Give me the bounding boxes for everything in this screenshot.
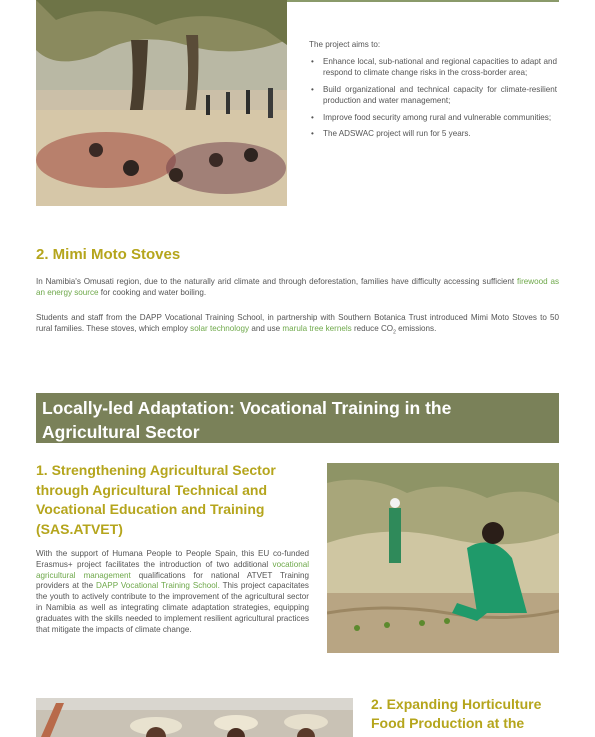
- solar-technology-link[interactable]: solar technology: [190, 323, 250, 333]
- bullet-icon: •: [311, 56, 314, 66]
- vocational-management-link[interactable]: vocational agricultural management: [36, 559, 309, 580]
- student-planting-photo: [327, 463, 559, 653]
- project-aims-intro: The project aims to:: [309, 40, 381, 49]
- section-banner: [36, 393, 559, 443]
- top-photo-strip: [287, 0, 559, 2]
- firewood-link[interactable]: firewood as an energy source: [36, 277, 560, 297]
- banner-title: Locally-led Adaptation: Vocational Training in the Agricultural Sector: [42, 398, 452, 442]
- section-heading-sas-atvet: 1. Strengthening Agricultural Sector through Agricultural Technical and Vocational Education and Training (SAS.ATVET): [36, 462, 276, 537]
- list-item: • The ADSWAC project will run for 5 years.: [311, 129, 471, 139]
- section-heading-horticulture: 2. Expanding Horticulture Food Production at the: [371, 696, 542, 731]
- sas-paragraph: With the support of Humana People to People Spain, this EU co-funded Erasmus+ project facilitates the introduction of two additional vocational agricultural management qualifications for national ATVET Training providers at the DAPP Vocational Training School. This project capacitates the youth to actively contribute to the improvement of the agricultural sector in Namibia as well as integrating climate adaptation strategies, equipping graduates with the skills needed to implement resilient agricultural practices that mitigate the impacts of climate change.: [36, 549, 309, 634]
- bullet-icon: •: [311, 129, 314, 139]
- list-item: • Enhance local, sub-national and regional capacities to adapt and respond to climate change risks in the cross-border area;: [311, 56, 557, 77]
- bullet-icon: •: [311, 112, 314, 122]
- list-item: • Build organizational and technical capacity for climate-resilient production and water management;: [311, 84, 557, 105]
- dapp-school-link[interactable]: DAPP Vocational Training School.: [96, 581, 220, 591]
- project-aims: [309, 40, 557, 146]
- project-aims-list: [309, 57, 557, 140]
- community-meeting-photo: [36, 0, 287, 206]
- mimi-paragraph-1: In Namibia's Omusati region, due to the naturally arid climate and through deforestation, families have difficulty accessing sufficient firewood as an energy source for cooking and water boiling.: [36, 277, 560, 297]
- group-photo: [36, 698, 353, 737]
- section-heading-mimi-moto: 2. Mimi Moto Stoves: [36, 246, 181, 263]
- marula-kernels-link[interactable]: marula tree kernels: [282, 323, 352, 333]
- mimi-paragraph-2: Students and staff from the DAPP Vocational Training School, in partnership with Southern Botanica Trust introduced Mimi Moto Stoves to 50 rural families. These stoves, which employ solar technology and use marula tree kernels reduce $CO_2$ emissions.: [36, 313, 559, 336]
- list-item: • Improve food security among rural and vulnerable communities;: [311, 112, 552, 122]
- bullet-icon: •: [311, 84, 314, 94]
